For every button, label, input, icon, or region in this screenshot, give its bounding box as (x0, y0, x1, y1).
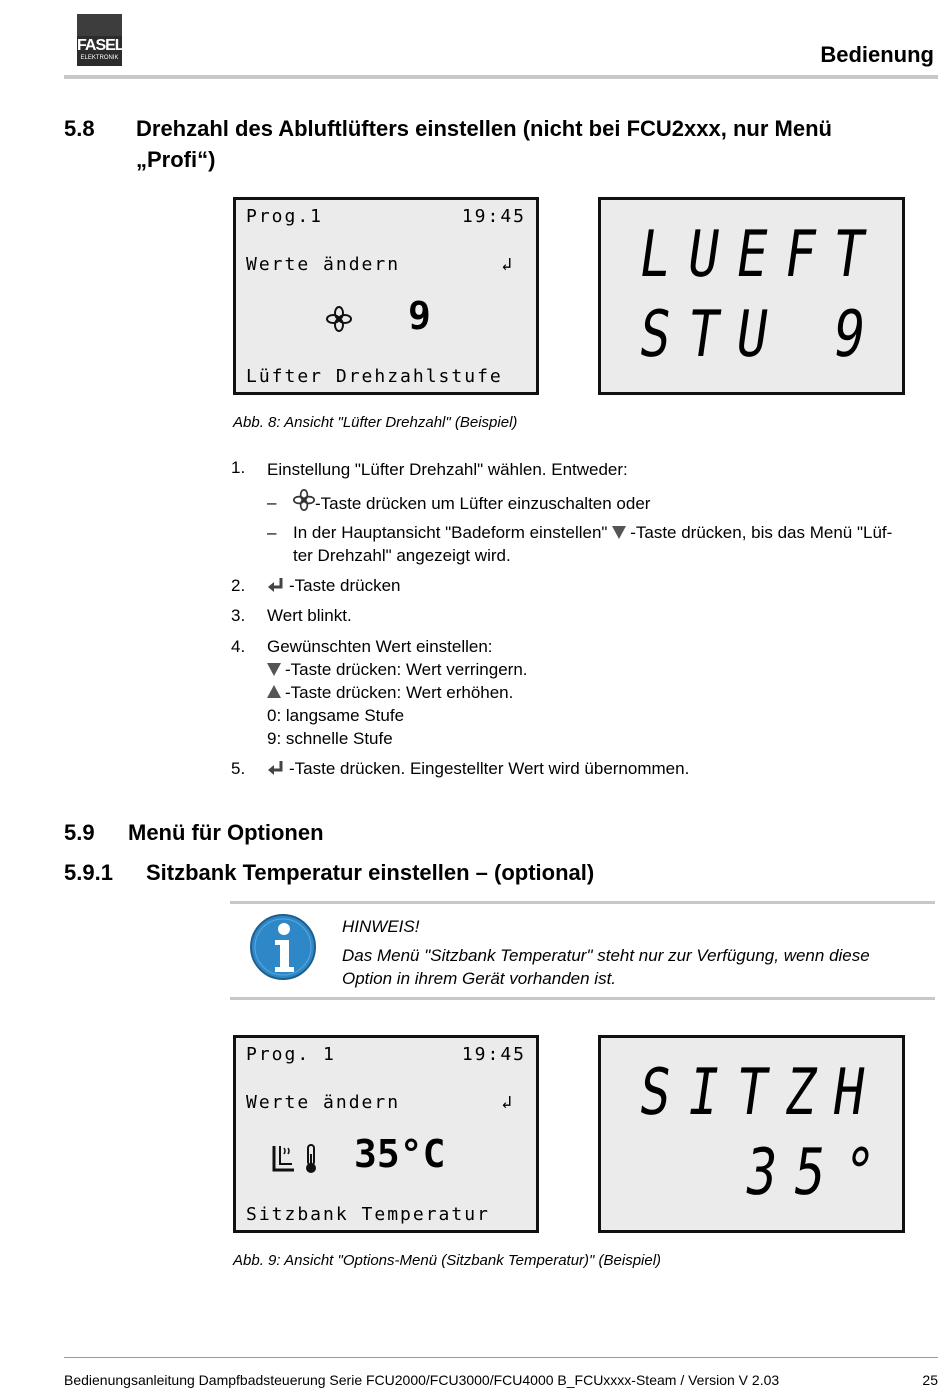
bullet-dash: – (267, 493, 277, 512)
note-line2: Option in ihrem Gerät vorhanden ist. (342, 969, 617, 988)
substep-b-text-after: -Taste drücken, bis das Menü "Lüf- (630, 523, 893, 542)
lcd-program: Prog. 1 (246, 1044, 336, 1065)
logo-subtext: ELEKTRONIK (80, 55, 119, 61)
footer-text: Bedienungsanleitung Dampfbadsteuerung Serie FCU2000/FCU3000/FCU4000 B_FCUxxxx-Steam / Version V 2.03 (64, 1372, 780, 1388)
note-bottom-rule (230, 997, 935, 1000)
lcd-value: 35°C (354, 1132, 446, 1176)
enter-icon: ↲ (501, 254, 514, 275)
lcd-display-bench (233, 1035, 539, 1233)
lcd-menu-label: Werte ändern (246, 1092, 401, 1113)
lcd-time: 19:45 (461, 1044, 526, 1065)
fasel-logo (77, 14, 122, 66)
step-4-down: -Taste drücken: Wert verringern. (285, 660, 528, 679)
lcd-value: 9 (408, 294, 431, 338)
segment-display-bench (598, 1035, 905, 1233)
fan-icon (326, 306, 352, 332)
footer-divider (64, 1357, 938, 1358)
step-text: Gewünschten Wert einstellen: (267, 637, 493, 656)
segment-line2: STU 9 (634, 298, 888, 372)
figure-8-caption: Abb. 8: Ansicht "Lüfter Drehzahl" (Beispiel) (233, 414, 518, 431)
arrow-down-icon (612, 526, 626, 539)
logo-text: FASEL (77, 37, 124, 54)
arrow-up-icon (267, 685, 281, 698)
step-2 (267, 574, 401, 597)
page-number: 25 (922, 1372, 938, 1388)
step-text: -Taste drücken. Eingestellter Wert wird übernommen. (289, 759, 690, 778)
step-number: 2. (231, 576, 246, 595)
lcd-time: 19:45 (461, 206, 526, 227)
segment-line1: SITZH (634, 1056, 888, 1130)
bullet-dash: – (267, 523, 277, 542)
lcd-menu-label: Werte ändern (246, 254, 401, 275)
section-number: 5.9 (64, 820, 95, 845)
step-4-nine: 9: schnelle Stufe (267, 729, 393, 748)
substep-b-line2: ter Drehzahl" angezeigt wird. (293, 546, 511, 565)
step-5 (267, 757, 689, 780)
enter-icon: ↲ (501, 1092, 514, 1113)
enter-key-icon (267, 760, 285, 776)
step-text: Wert blinkt. (267, 606, 352, 625)
section-5-9-1-heading (64, 857, 764, 888)
section-title: Menü für Optionen (128, 820, 324, 845)
step-4-up: -Taste drücken: Wert erhöhen. (285, 683, 514, 702)
lcd-description: Sitzbank Temperatur (246, 1204, 490, 1225)
step-number: 3. (231, 606, 246, 625)
header-divider (64, 75, 938, 79)
section-5-8-heading (64, 113, 934, 175)
step-number: 5. (231, 759, 246, 778)
segment-line1: LUEFT (634, 218, 888, 292)
note-top-rule (230, 901, 935, 904)
arrow-down-icon (267, 663, 281, 676)
section-5-9-heading (64, 817, 324, 848)
section-title-line2: „Profi“) (136, 147, 216, 172)
note-label: HINWEIS! (342, 917, 420, 936)
segment-display-fan (598, 197, 905, 395)
step-4-zero: 0: langsame Stufe (267, 706, 405, 725)
lcd-program: Prog.1 (246, 206, 324, 227)
step-number: 1. (231, 458, 246, 477)
substep-a (293, 489, 938, 515)
section-number: 5.9.1 (64, 860, 113, 885)
header-title: Bedienung (820, 42, 934, 67)
step-text: -Taste drücken (289, 576, 401, 595)
lcd-display-fan (233, 197, 539, 395)
substep-a-text: -Taste drücken um Lüfter einzuschalten oder (315, 494, 651, 513)
segment-line2: 35° (740, 1136, 897, 1210)
note-line1: Das Menü "Sitzbank Temperatur" steht nur zur Verfügung, wenn diese (342, 946, 870, 965)
substep-b (293, 521, 938, 567)
step-number: 4. (231, 637, 246, 656)
enter-key-icon (267, 577, 285, 593)
substep-b-text: In der Hauptansicht "Badeform einstellen" (293, 523, 608, 542)
section-title: Sitzbank Temperatur einstellen – (optional) (146, 860, 595, 885)
note-body (342, 944, 932, 990)
step-4 (267, 635, 528, 750)
figure-9-caption: Abb. 9: Ansicht "Options-Menü (Sitzbank Temperatur)" (Beispiel) (233, 1252, 662, 1269)
lcd-description: Lüfter Drehzahlstufe (246, 366, 503, 387)
info-icon (249, 913, 317, 981)
section-title-line1: Drehzahl des Abluftlüfters einstellen (nicht bei FCU2xxx, nur Menü (136, 116, 832, 141)
fan-icon (293, 489, 315, 511)
section-number: 5.8 (64, 116, 95, 141)
step-text: Einstellung "Lüfter Drehzahl" wählen. Entweder: (267, 460, 628, 479)
bench-thermometer-icon (270, 1142, 324, 1174)
